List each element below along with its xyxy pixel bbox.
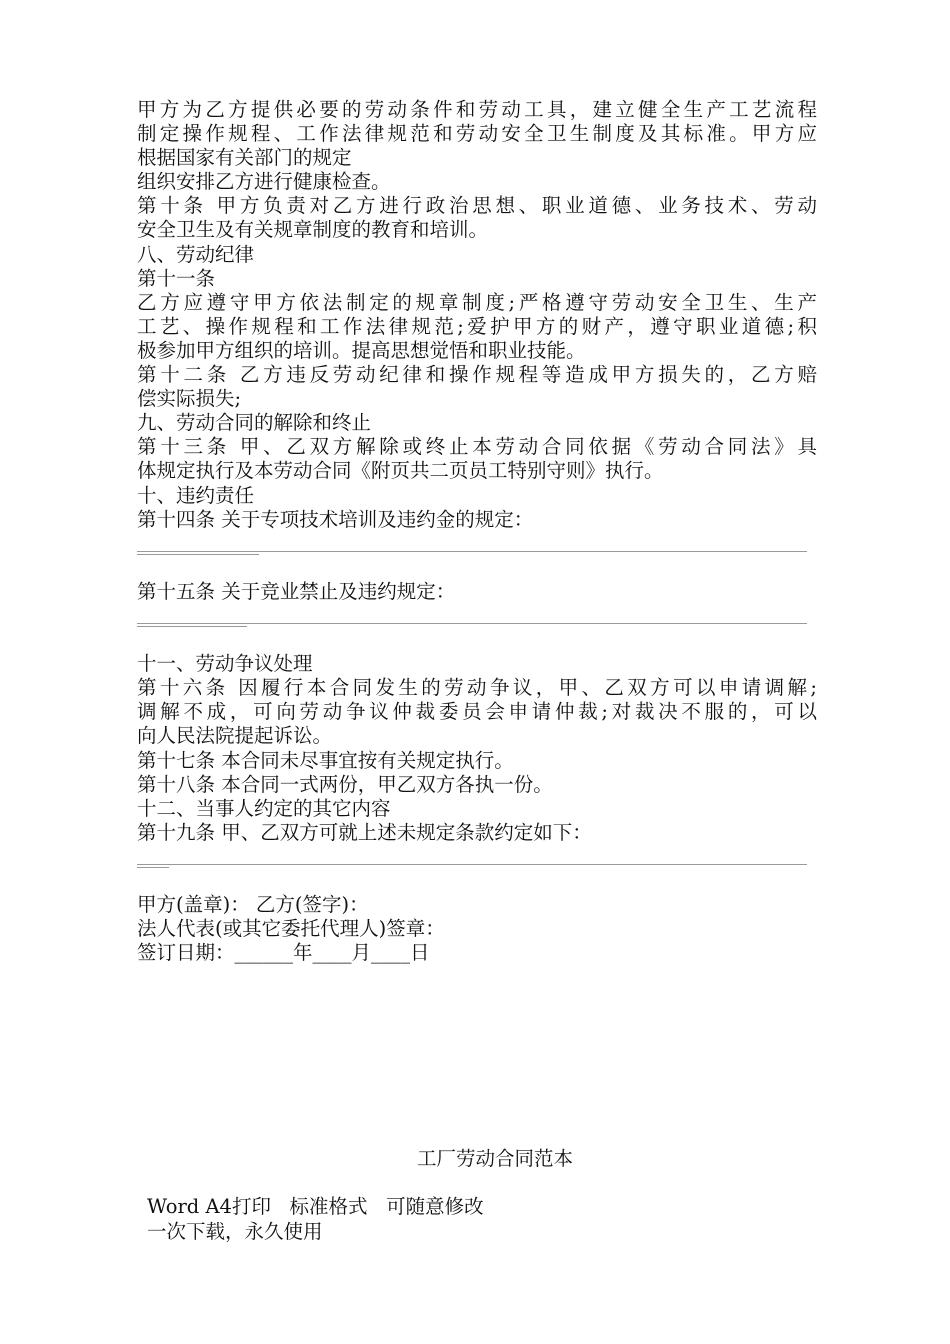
- text-line: 乙方应遵守甲方依法制定的规章制度;严格遵守劳动安全卫生、生产: [137, 290, 817, 314]
- fill-in-line: [137, 532, 817, 556]
- section-heading: 十一、劳动争议处理: [137, 652, 313, 676]
- text-line: 工艺、操作规程和工作法律规范;爱护甲方的财产，遵守职业道德;积: [137, 314, 817, 338]
- text-line: 体规定执行及本劳动合同《附页共二页员工特别守则》执行。: [137, 459, 664, 483]
- text-line: 组织安排乙方进行健康检查。: [137, 170, 391, 194]
- underline-rule: [137, 864, 807, 865]
- footer-notes: [147, 1194, 667, 1244]
- legal-representative-signature: 法人代表(或其它委托代理人)签章：: [137, 917, 445, 941]
- clause-14: 第十四条 关于专项技术培训及违约金的规定：: [137, 507, 534, 531]
- signature-parties: 甲方(盖章)： 乙方(签字)：: [137, 893, 369, 917]
- fill-in-line: [137, 869, 817, 893]
- footer-note: Word A4打印 标准格式 可随意修改: [147, 1195, 484, 1218]
- section-heading: 十二、当事人约定的其它内容: [137, 796, 391, 820]
- section-heading: 十、违约责任: [137, 483, 255, 507]
- clause-15: 第十五条 关于竞业禁止及违约规定：: [137, 579, 456, 603]
- text-line: 甲方为乙方提供必要的劳动条件和劳动工具，建立健全生产工艺流程: [137, 98, 817, 121]
- signing-date: 签订日期：______年____月____日: [137, 941, 430, 965]
- section-heading: 九、劳动合同的解除和终止: [137, 411, 372, 435]
- section-heading: 八、劳动纪律: [137, 242, 255, 266]
- fill-in-line: [137, 556, 817, 580]
- text-line: 偿实际损失;: [137, 387, 242, 411]
- clause-18: 第十八条 本合同一式两份，甲乙双方各执一份。: [137, 772, 553, 796]
- underline-rule: [137, 867, 169, 868]
- text-line: 制定操作规程、工作法律规范和劳动安全卫生制度及其标准。甲方应: [137, 122, 817, 146]
- text-line: 安全卫生及有关规章制度的教育和培训。: [137, 218, 489, 242]
- underline-rule: [137, 554, 259, 555]
- clause-12: 第十二条 乙方违反劳动纪律和操作规程等造成甲方损失的，乙方赔: [137, 363, 817, 387]
- underline-rule: [137, 551, 807, 552]
- clause-16: 第十六条 因履行本合同发生的劳动争议，甲、乙双方可以申请调解;: [137, 676, 817, 700]
- underline-rule: [137, 626, 247, 627]
- fill-in-line: [137, 604, 817, 628]
- clause-11: 第十一条: [137, 266, 216, 290]
- clause-19: 第十九条 甲、乙双方可就上述未规定条款约定如下：: [137, 820, 592, 844]
- text-line: 根据国家有关部门的规定: [137, 146, 352, 170]
- clause-10: 第十条 甲方负责对乙方进行政治思想、职业道德、业务技术、劳动: [137, 194, 817, 218]
- footer-note: 一次下载，永久使用: [147, 1220, 323, 1243]
- text-line: 极参加甲方组织的培训。提高思想觉悟和职业技能。: [137, 338, 586, 362]
- fill-in-line: [137, 628, 817, 652]
- clause-13: 第十三条 甲、乙双方解除或终止本劳动合同依据《劳动合同法》具: [137, 435, 817, 459]
- clause-17: 第十七条 本合同未尽事宜按有关规定执行。: [137, 748, 514, 772]
- text-line: 调解不成，可向劳动争议仲裁委员会申请仲裁;对裁决不服的，可以: [137, 700, 817, 724]
- fill-in-line: [137, 845, 817, 869]
- contract-body: [137, 98, 817, 965]
- text-line: 向人民法院提起诉讼。: [137, 724, 333, 748]
- underline-rule: [137, 623, 807, 624]
- footer-title: 工厂劳动合同范本: [416, 1147, 573, 1170]
